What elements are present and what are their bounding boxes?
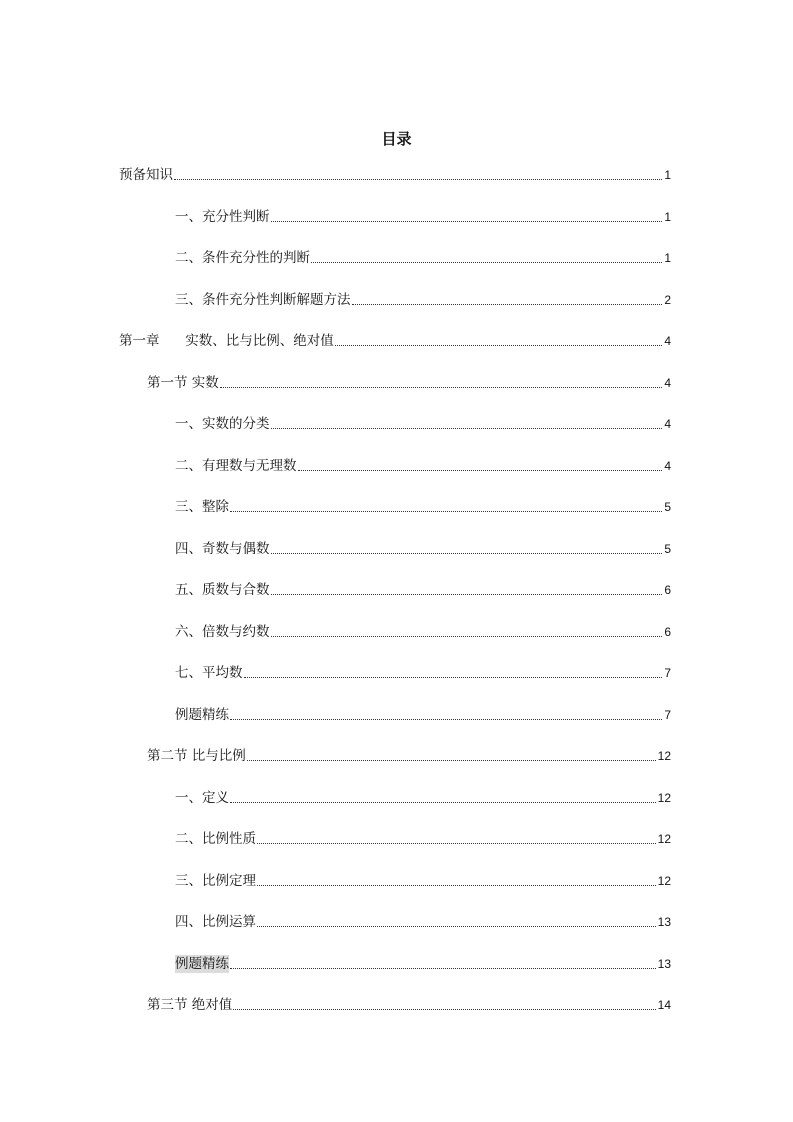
dot-leader: [335, 344, 663, 346]
dot-leader: [230, 967, 656, 969]
toc-entry-page: 5: [664, 542, 671, 556]
toc-entry-page: 7: [664, 666, 671, 680]
toc-entry[interactable]: [175, 247, 671, 267]
dot-leader: [233, 1008, 655, 1010]
toc-entry-label: 第三节 绝对值: [147, 997, 233, 1013]
toc-entry-label: 二、比例性质: [175, 831, 256, 847]
dot-leader: [257, 842, 656, 844]
toc-entry[interactable]: [147, 994, 671, 1014]
toc-entry-page: 12: [657, 874, 671, 888]
toc-entry[interactable]: [175, 704, 671, 724]
toc-entry-page: 4: [664, 459, 671, 473]
toc-entry-label: 七、平均数: [175, 665, 243, 681]
toc-entry-page: 12: [657, 832, 671, 846]
toc-entry-label: 例题精练: [175, 707, 229, 723]
dot-leader: [271, 635, 663, 637]
toc-entry[interactable]: [175, 953, 671, 973]
toc-entry[interactable]: [175, 911, 671, 931]
dot-leader: [247, 759, 656, 761]
toc-entry[interactable]: [175, 579, 671, 599]
toc-entry-label: 例题精练: [175, 956, 229, 972]
toc-entry-page: 12: [657, 749, 671, 763]
toc-entry[interactable]: [175, 413, 671, 433]
toc-entry-label: 三、比例定理: [175, 873, 256, 889]
dot-leader: [220, 386, 663, 388]
toc-entry[interactable]: [147, 372, 671, 392]
toc-entry-page: 1: [664, 168, 671, 182]
toc-entry[interactable]: [175, 621, 671, 641]
toc-entry-page: 4: [664, 417, 671, 431]
toc-entry-label: 第二节 比与比例: [147, 748, 246, 764]
toc-entry[interactable]: [175, 206, 671, 226]
toc-entry-page: 13: [657, 957, 671, 971]
toc-entry-label: 一、定义: [175, 790, 229, 806]
toc-entry[interactable]: [119, 164, 671, 184]
dot-leader: [271, 593, 663, 595]
toc-entry-label: 三、条件充分性判断解题方法: [175, 292, 351, 308]
toc-entry[interactable]: [175, 538, 671, 558]
dot-leader: [271, 552, 663, 554]
toc-entry[interactable]: [175, 828, 671, 848]
toc-entry-page: 5: [664, 500, 671, 514]
toc-title: 目录: [381, 130, 412, 148]
toc-entry-page: 6: [664, 625, 671, 639]
dot-leader: [271, 220, 663, 222]
toc-entry-label: 四、比例运算: [175, 914, 256, 930]
toc-entry-page: 7: [664, 708, 671, 722]
dot-leader: [298, 469, 663, 471]
toc-entry[interactable]: [175, 289, 671, 309]
toc-entry[interactable]: [147, 745, 671, 765]
toc-entry[interactable]: [175, 496, 671, 516]
toc-entry-page: 12: [657, 791, 671, 805]
toc-entry-label: 六、倍数与约数: [175, 624, 270, 640]
toc-entry[interactable]: [119, 330, 671, 350]
dot-leader: [352, 303, 663, 305]
toc-entry-label: 预备知识: [119, 167, 173, 183]
dot-leader: [174, 178, 662, 180]
toc-entry[interactable]: [175, 870, 671, 890]
toc-entry-page: 1: [664, 251, 671, 265]
toc-entry-page: 4: [664, 334, 671, 348]
toc-entry-page: 4: [664, 376, 671, 390]
toc-entry-label: 二、条件充分性的判断: [175, 250, 310, 266]
dot-leader: [244, 676, 663, 678]
toc-entry-label: 第一章 实数、比与比例、绝对值: [119, 333, 334, 349]
toc-entry-page: 1: [664, 210, 671, 224]
dot-leader: [311, 261, 662, 263]
dot-leader: [230, 718, 662, 720]
toc-entry-label: 第一节 实数: [147, 375, 219, 391]
dot-leader: [257, 884, 656, 886]
dot-leader: [230, 801, 656, 803]
toc-entry-page: 13: [657, 915, 671, 929]
toc-entry[interactable]: [175, 455, 671, 475]
toc-entry-label: 三、整除: [175, 499, 229, 515]
toc-entry-page: 6: [664, 583, 671, 597]
dot-leader: [271, 427, 663, 429]
toc-entry-page: 14: [657, 998, 671, 1012]
toc-entry[interactable]: [175, 662, 671, 682]
toc-entry-label: 四、奇数与偶数: [175, 541, 270, 557]
toc-entry-label: 五、质数与合数: [175, 582, 270, 598]
dot-leader: [257, 925, 656, 927]
toc-entry[interactable]: [175, 787, 671, 807]
toc-entry-label: 一、实数的分类: [175, 416, 270, 432]
toc-entry-label: 一、充分性判断: [175, 209, 270, 225]
dot-leader: [230, 510, 662, 512]
toc-entry-page: 2: [664, 293, 671, 307]
toc-entry-label: 二、有理数与无理数: [175, 458, 297, 474]
